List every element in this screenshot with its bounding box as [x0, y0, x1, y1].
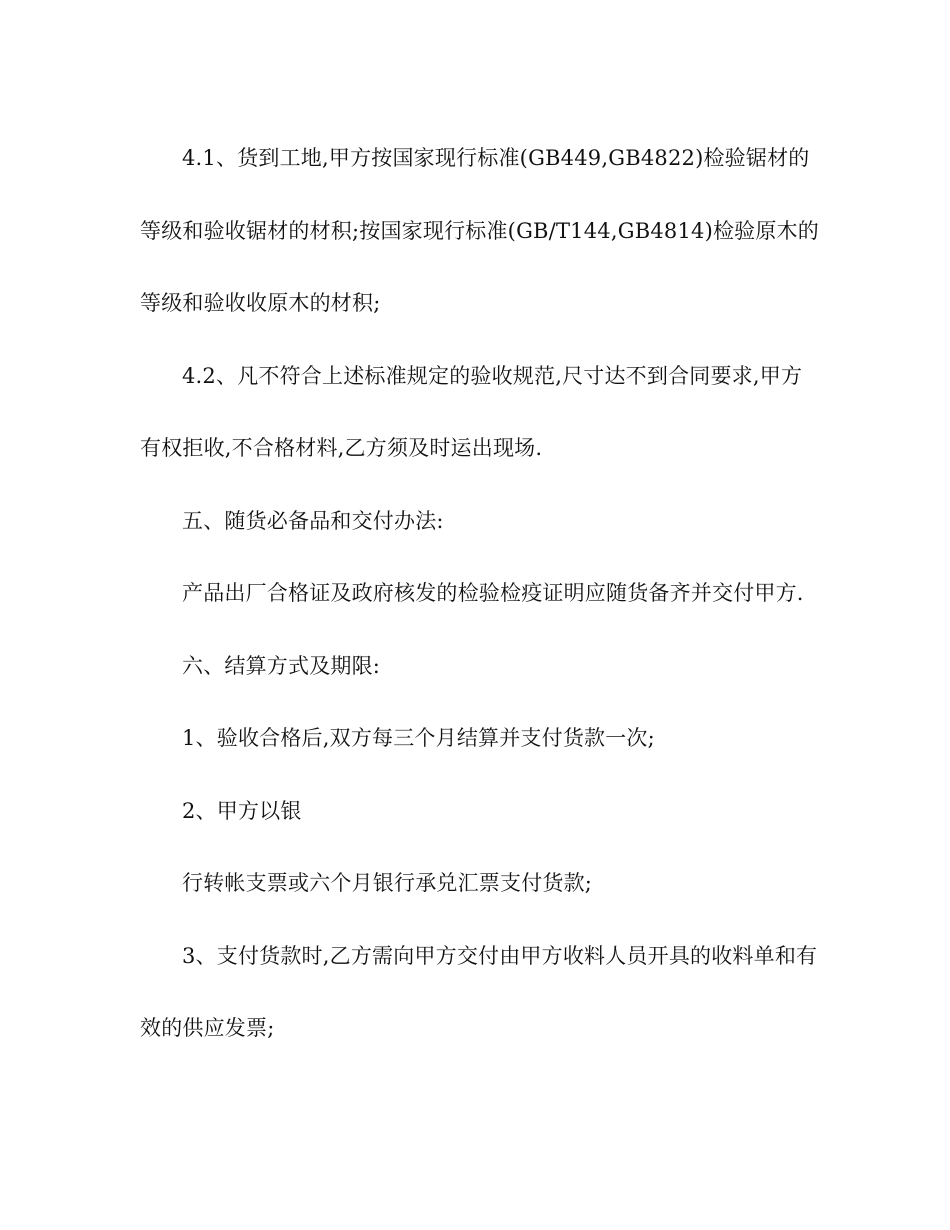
paragraph-settlement-1: 1、验收合格后,双方每三个月结算并支付货款一次; — [182, 726, 655, 750]
paragraph-4-2: 4.2、凡不符合上述标准规定的验收规范,尺寸达不到合同要求,甲方有权拒收,不合格材料,乙方须及时运出现场. — [140, 363, 803, 460]
paragraph-certificates: 产品出厂合格证及政府核发的检验检疫证明应随货备齐并交付甲方. — [182, 581, 804, 605]
section-heading-6: 六、结算方式及期限: — [182, 653, 381, 678]
paragraph-settlement-3: 3、支付货款时,乙方需向甲方交付由甲方收料人员开具的收料单和有效的供应发票; — [140, 943, 818, 1040]
paragraph-4-1: 4.1、货到工地,甲方按国家现行标准(GB449,GB4822)检验锯材的等级和验收锯材的材积;按国家现行标准(GB/T144,GB4814)检验原木的等级和验收收原木的材积; — [140, 146, 819, 315]
paragraph-settlement-2: 2、甲方以银 — [182, 798, 302, 823]
paragraph-settlement-2-continued: 行转帐支票或六个月银行承兑汇票支付货款; — [182, 871, 593, 895]
section-heading-5: 五、随货必备品和交付办法: — [182, 508, 444, 533]
